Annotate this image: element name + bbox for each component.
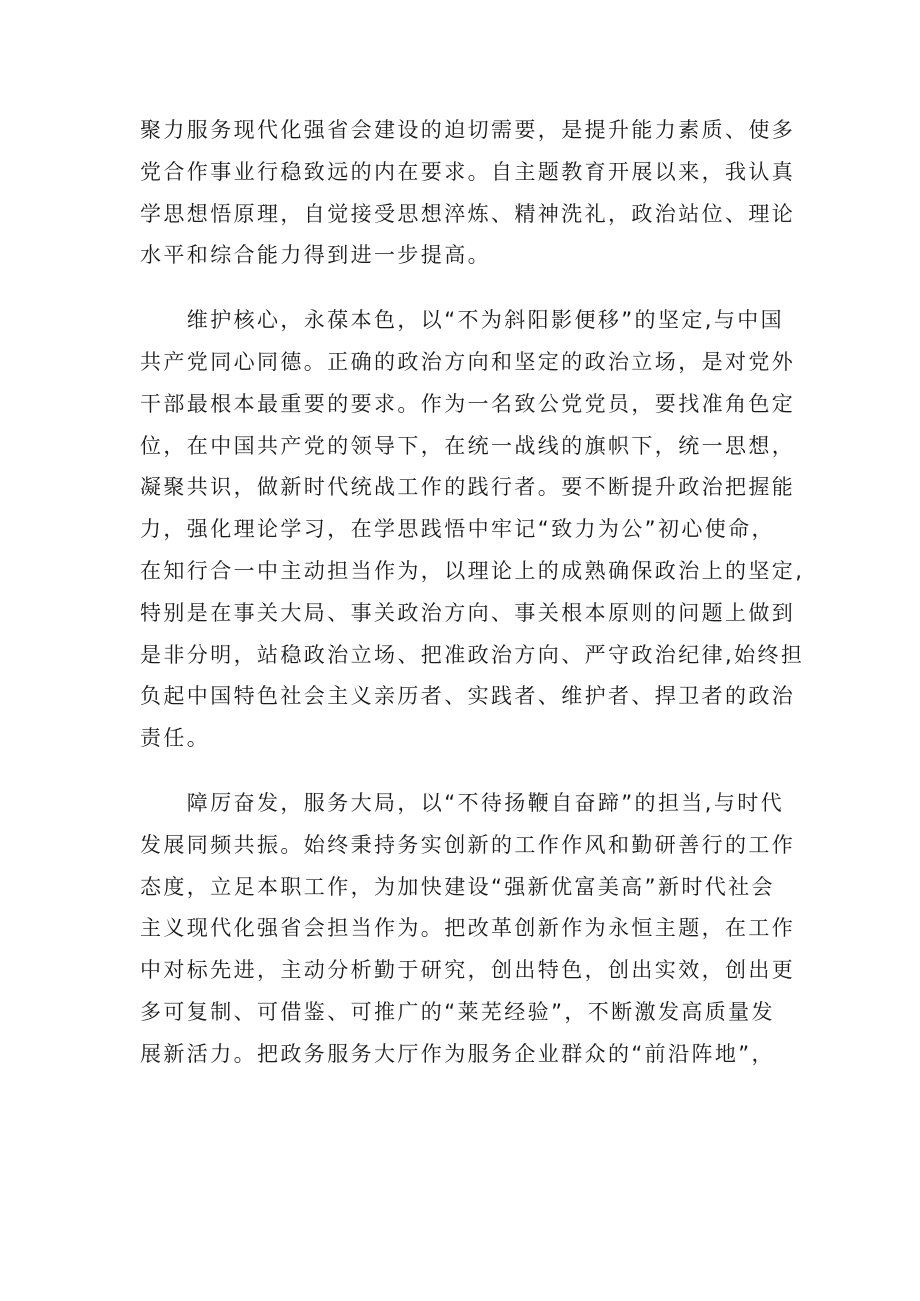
text-line: 是非分明，站稳政治立场、把准政治方向、严守政治纪律,始终担 — [140, 642, 805, 667]
paragraph — [140, 110, 800, 277]
text-line: 凝聚共识，做新时代统战工作的践行者。要不断提升政治把握能 — [140, 475, 796, 500]
text-line: 位，在中国共产党的领导下，在统一战线的旗帜下，统一思想， — [140, 433, 796, 458]
text-line: 发展同频共振。始终秉持务实创新的工作作风和勤研善行的工作 — [140, 832, 796, 857]
text-line: 多可复制、可借鉴、可推广的“莱芜经验”，不断激发高质量发 — [140, 999, 775, 1024]
document-body — [140, 110, 805, 1076]
paragraph — [140, 783, 800, 1076]
paragraph — [140, 300, 805, 760]
text-line: 责任。 — [140, 726, 211, 751]
text-line: 障厉奋发，服务大局，以“不待扬鞭自奋蹄”的担当,与时代 — [140, 790, 785, 815]
text-line: 维护核心，永葆本色，以“不为斜阳影便移”的坚定,与中国 — [140, 308, 785, 333]
paragraph-spacer — [140, 277, 800, 300]
text-line: 聚力服务现代化强省会建设的迫切需要，是提升能力素质、使多 — [140, 118, 796, 142]
text-line: 力，强化理论学习，在学思践悟中牢记“致力为公”初心使命， — [140, 517, 775, 542]
text-line: 负起中国特色社会主义亲历者、实践者、维护者、捍卫者的政治 — [140, 684, 796, 709]
text-line: 中对标先进，主动分析勤于研究，创出特色，创出实效，创出更 — [140, 958, 796, 983]
paragraph-spacer — [140, 760, 800, 783]
text-line: 在知行合一中主动担当作为，以理论上的成熟确保政治上的坚定, — [140, 558, 805, 583]
text-line: 展新活力。把政务服务大厅作为服务企业群众的“前沿阵地”， — [140, 1041, 775, 1066]
text-line: 态度，立足本职工作，为加快建设“强新优富美高”新时代社会 — [140, 874, 775, 899]
text-line: 党合作事业行稳致远的内在要求。自主题教育开展以来，我认真 — [140, 159, 796, 184]
text-line: 水平和综合能力得到进一步提高。 — [140, 243, 491, 268]
text-line: 特别是在事关大局、事关政治方向、事关根本原则的问题上做到 — [140, 600, 796, 625]
text-line: 干部最根本最重要的要求。作为一名致公党党员，要找准角色定 — [140, 391, 796, 416]
text-line: 主义现代化强省会担当作为。把改革创新作为永恒主题，在工作 — [140, 916, 796, 941]
text-line: 学思想悟原理，自觉接受思想淬炼、精神洗礼，政治站位、理论 — [140, 201, 796, 226]
text-line: 共产党同心同德。正确的政治方向和坚定的政治立场，是对党外 — [140, 349, 796, 374]
